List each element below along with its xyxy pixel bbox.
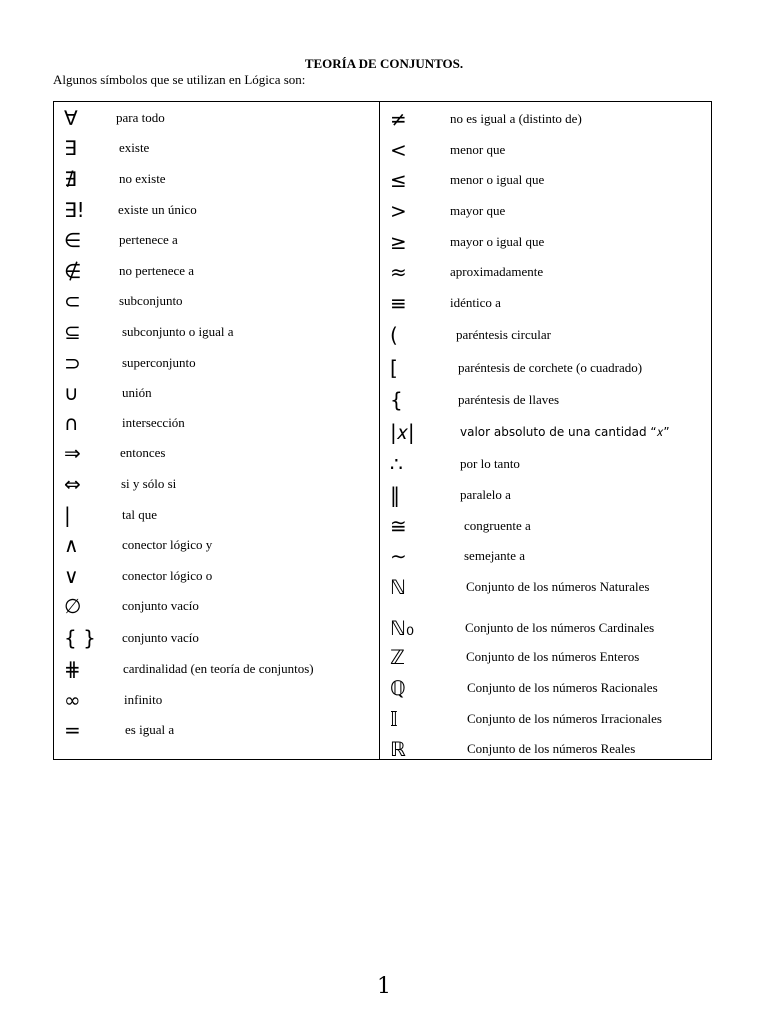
symbol-meaning: pertenece a — [119, 232, 178, 247]
symbol-row — [64, 318, 374, 346]
math-symbol: ≤ — [390, 168, 407, 192]
symbol-meaning: es igual a — [125, 722, 175, 737]
math-symbol: > — [390, 199, 407, 223]
math-symbol: ℤ — [390, 645, 405, 669]
symbol-row — [64, 562, 374, 590]
symbol-row — [390, 705, 700, 733]
symbol-row — [390, 674, 700, 702]
symbol-row — [390, 735, 700, 763]
math-symbol: [ — [390, 356, 398, 380]
symbol-meaning: conjunto vacío — [122, 630, 199, 645]
symbol-meaning: mayor o igual que — [450, 234, 545, 249]
math-symbol: ∅ — [64, 594, 82, 618]
math-symbol: ℕ — [390, 575, 407, 599]
symbol-meaning: entonces — [120, 445, 166, 460]
symbol-meaning: conjunto vacío — [122, 598, 199, 613]
symbol-row — [64, 470, 374, 498]
math-symbol: ∀ — [64, 106, 78, 130]
symbol-row — [390, 614, 700, 642]
symbol-meaning: mayor que — [450, 203, 506, 218]
math-symbol: ∞ — [64, 688, 81, 712]
symbol-meaning: superconjunto — [122, 355, 196, 370]
math-symbol: = — [64, 718, 81, 742]
symbol-meaning: Conjunto de los números Reales — [467, 741, 636, 756]
math-symbol: ∼ — [390, 544, 407, 568]
math-symbol: ∉ — [64, 259, 82, 283]
symbol-meaning: no es igual a (distinto de) — [450, 111, 582, 126]
math-symbol: | — [64, 503, 71, 527]
symbol-meaning: cardinalidad (en teoría de conjuntos) — [123, 661, 314, 676]
math-symbol: ⇔ — [64, 472, 81, 496]
math-symbol: ≡ — [390, 291, 407, 315]
symbol-meaning: Conjunto de los números Racionales — [467, 680, 658, 695]
math-symbol: ∃! — [64, 198, 85, 222]
math-symbol: ℕ₀ — [390, 616, 415, 640]
math-symbol: ∪ — [64, 381, 79, 405]
symbol-row — [390, 512, 700, 540]
symbol-row — [64, 531, 374, 559]
symbols-table — [53, 101, 712, 760]
symbol-row — [64, 134, 374, 162]
symbol-row — [390, 105, 700, 133]
symbol-row — [390, 418, 700, 446]
symbol-meaning: conector lógico y — [122, 537, 213, 552]
symbol-row — [64, 349, 374, 377]
math-symbol: ℚ — [390, 676, 406, 700]
symbol-meaning: existe un único — [118, 202, 197, 217]
symbol-row — [390, 136, 700, 164]
symbol-meaning: conector lógico o — [122, 568, 213, 583]
symbol-row — [390, 228, 700, 256]
symbol-meaning: Conjunto de los números Irracionales — [467, 711, 662, 726]
math-symbol: ℝ — [390, 737, 406, 761]
math-symbol: ⊃ — [64, 351, 81, 375]
symbol-row — [64, 501, 374, 529]
symbol-meaning: paréntesis de llaves — [458, 392, 560, 407]
symbol-row — [64, 104, 374, 132]
symbol-meaning: por lo tanto — [460, 456, 520, 471]
math-symbol: ∧ — [64, 533, 79, 557]
math-symbol: ∩ — [64, 411, 79, 435]
symbol-meaning: existe — [119, 140, 150, 155]
symbol-meaning: subconjunto — [119, 293, 183, 308]
math-symbol: ⊂ — [64, 289, 81, 313]
math-symbol: ‖ — [390, 483, 400, 507]
symbol-meaning: paréntesis circular — [456, 327, 551, 342]
document-title: TEORÍA DE CONJUNTOS. — [304, 56, 464, 71]
math-symbol: { — [390, 388, 403, 412]
symbol-row — [390, 354, 700, 382]
symbol-meaning: menor o igual que — [450, 172, 545, 187]
symbol-meaning: idéntico a — [450, 295, 501, 310]
symbol-row — [64, 686, 374, 714]
intro-text: Algunos símbolos que se utilizan en Lógica son: — [53, 72, 306, 87]
symbol-row — [64, 196, 374, 224]
symbol-row — [64, 226, 374, 254]
symbol-meaning: Conjunto de los números Enteros — [466, 649, 640, 664]
math-symbol: ⋕ — [64, 657, 81, 681]
symbol-row — [390, 289, 700, 317]
column-divider — [379, 102, 380, 759]
symbol-row — [390, 321, 700, 349]
math-symbol: { } — [64, 626, 96, 650]
symbol-row — [390, 386, 700, 414]
symbol-row — [390, 643, 700, 671]
symbol-row — [64, 716, 374, 744]
math-symbol: ( — [390, 323, 398, 347]
symbol-row — [64, 165, 374, 193]
symbol-meaning: si y sólo si — [121, 476, 177, 491]
symbol-row — [64, 655, 374, 683]
symbol-meaning: menor que — [450, 142, 506, 157]
symbol-row — [390, 258, 700, 286]
symbol-meaning: paralelo a — [460, 487, 511, 502]
math-symbol: ≠ — [390, 107, 407, 131]
symbol-row — [64, 624, 374, 652]
symbol-meaning: para todo — [116, 110, 165, 125]
math-symbol: ∨ — [64, 564, 79, 588]
symbol-meaning: aproximadamente — [450, 264, 544, 279]
math-symbol: ≥ — [390, 230, 407, 254]
symbol-row — [390, 573, 700, 601]
math-symbol: 𝕀 — [390, 707, 398, 731]
symbol-meaning: paréntesis de corchete (o cuadrado) — [458, 360, 643, 375]
symbol-meaning: intersección — [122, 415, 185, 430]
symbol-meaning: Conjunto de los números Naturales — [466, 579, 650, 594]
symbol-row — [390, 450, 700, 478]
symbol-row — [64, 439, 374, 467]
math-symbol: ⊆ — [64, 320, 81, 344]
symbol-row — [390, 481, 700, 509]
page-number: 1 — [377, 974, 391, 999]
math-symbol: ∈ — [64, 228, 82, 252]
math-symbol: < — [390, 138, 407, 162]
symbol-meaning: subconjunto o igual a — [122, 324, 234, 339]
symbol-meaning: semejante a — [464, 548, 525, 563]
math-symbol: ≅ — [390, 514, 407, 538]
math-symbol: |𝑥| — [390, 420, 415, 444]
symbol-meaning: Conjunto de los números Cardinales — [465, 620, 655, 635]
symbol-meaning: tal que — [122, 507, 158, 522]
symbol-row — [390, 197, 700, 225]
symbol-meaning: valor absoluto de una cantidad “𝑥” — [460, 424, 670, 439]
symbol-meaning: no existe — [119, 171, 166, 186]
symbol-row — [64, 592, 374, 620]
math-symbol: ≈ — [390, 260, 407, 284]
math-symbol: ∃ — [64, 136, 77, 160]
symbol-row — [64, 287, 374, 315]
math-symbol: ∴ — [390, 452, 403, 476]
symbol-meaning: unión — [122, 385, 152, 400]
symbol-meaning: no pertenece a — [119, 263, 195, 278]
symbol-row — [64, 379, 374, 407]
symbol-row — [390, 166, 700, 194]
symbol-row — [64, 257, 374, 285]
symbol-meaning: congruente a — [464, 518, 531, 533]
math-symbol: ⇒ — [64, 441, 81, 465]
symbol-row — [390, 542, 700, 570]
symbol-meaning: infinito — [124, 692, 163, 707]
symbol-row — [64, 409, 374, 437]
math-symbol: ∄ — [64, 167, 77, 191]
